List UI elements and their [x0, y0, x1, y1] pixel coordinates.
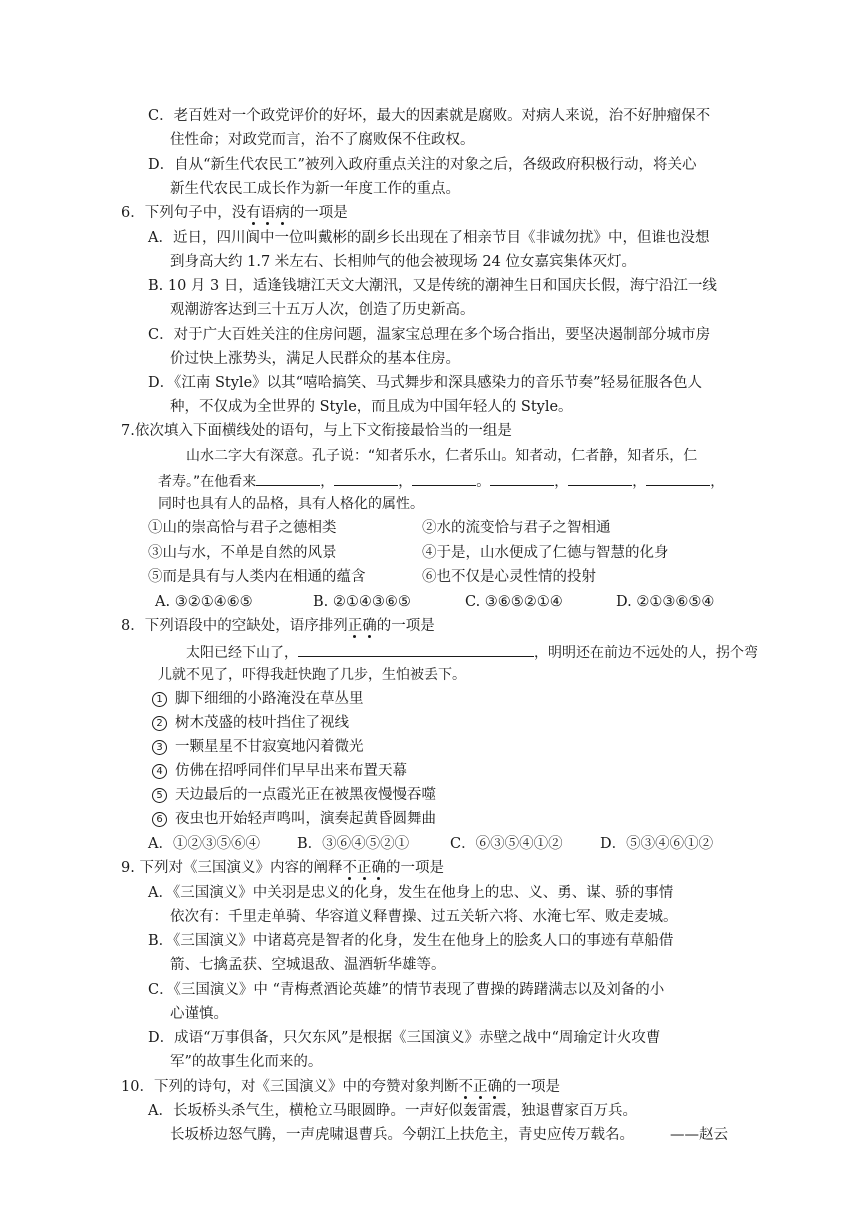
circled-number: 6	[152, 812, 167, 827]
q9-option-c-line2: 心谨慎。	[170, 1006, 228, 1022]
fill-blank	[334, 470, 398, 486]
q8-stem: 8．下列语段中的空缺处，语序排列正确的一项是	[121, 618, 435, 634]
circled-number: 3	[152, 740, 167, 755]
fill-blank	[256, 470, 320, 486]
q9-option-d-line1: D．成语“万事俱备，只欠东风”是根据《三国演义》赤壁之战中“周瑜定计火攻曹	[148, 1030, 661, 1046]
emphasis-char: 确	[487, 1079, 502, 1095]
q7-sentence-6: ⑥也不仅是心灵性情的投射	[422, 569, 596, 585]
q9-stem: 9. 下列对《三国演义》内容的阐释不正确的一项是	[121, 860, 444, 876]
fill-blank	[412, 470, 476, 486]
q6-option-b-line2: 观潮游客达到三十五万人次，创造了历史新高。	[170, 302, 475, 318]
q7-passage-line1: 山水二字大有深意。孔子说：“知者乐水，仁者乐山。知者动，仁者静，知者乐，仁	[186, 448, 698, 464]
fill-blank	[298, 641, 534, 657]
q7-sentence-1: ①山的崇高恰与君子之德相类	[148, 520, 337, 536]
q5-option-d-line1: D．自从“新生代农民工”被列入政府重点关注的对象之后，各级政府积极行动，将关心	[148, 157, 697, 173]
q6-option-c-line2: 价过快上涨势头，满足人民群众的基本住房。	[170, 351, 460, 367]
q9-option-b-line2: 箭、七擒孟获、空城退敌、温酒斩华雄等。	[170, 957, 446, 973]
q8-passage-line1: 太阳已经下山了， ，明明还在前边不远处的人，拐个弯	[186, 641, 758, 663]
q6-option-b-line1: B. 10 月 3 日，适逢钱塘江天文大潮汛，又是传统的潮神生日和国庆长假，海宁沿江一线	[148, 278, 717, 294]
q8-choice-a: A．①②③⑤⑥④	[148, 836, 260, 852]
fill-blank	[490, 470, 554, 486]
q9-option-c-line1: C．《三国演义》中 “青梅煮酒论英雄”的情节表现了曹操的踌躇满志以及刘备的小	[148, 982, 665, 998]
q5-option-d-line2: 新生代农民工成长作为新一年度工作的重点。	[170, 181, 460, 197]
q8-item-1: 1 脚下细细的小路淹没在草丛里	[152, 689, 364, 709]
emphasis-char: 不	[342, 860, 357, 876]
q6-option-a-line1: A．近日，四川阆中一位叫戴彬的副乡长出现在了相亲节目《非诚勿扰》中，但谁也没想	[148, 230, 710, 246]
q7-sentence-5: ⑤而是具有与人类内在相通的蕴含	[148, 569, 366, 585]
fill-blank	[568, 470, 632, 486]
q9-option-d-line2: 军”的故事生化而来的。	[170, 1054, 323, 1070]
q6-stem: 6．下列句子中，没有语病的一项是	[121, 205, 348, 221]
q7-choice-c: C. ③⑥⑤②①④	[465, 594, 563, 610]
q10-option-a-line2: 长坂桥边怒气腾，一声虎啸退曹兵。今朝江上扶危主，青史应传万载名。	[170, 1127, 634, 1143]
circled-number: 1	[152, 692, 167, 707]
q9-option-b-line1: B．《三国演义》中诸葛亮是智者的化身，发生在他身上的脍炙人口的事迹有草船借	[148, 933, 674, 949]
emphasis-char: 不	[458, 1079, 473, 1095]
q8-passage-line2: 儿就不见了，吓得我赶快跑了几步，生怕被丢下。	[158, 667, 466, 683]
emphasis-char: 正	[347, 618, 363, 634]
q10-stem: 10．下列的诗句，对《三国演义》中的夸赞对象判断不正确的一项是	[121, 1079, 560, 1095]
emphasis-char: 确	[371, 860, 386, 876]
emphasis-char: 确	[362, 618, 377, 634]
q8-choice-d: D．⑤③④⑥①②	[600, 836, 714, 852]
q10-attribution: ——赵云	[670, 1127, 728, 1143]
emphasis-char: 正	[356, 860, 372, 876]
fill-blank	[646, 470, 710, 486]
q8-item-2: 2 树木茂盛的枝叶挡住了视线	[152, 713, 349, 733]
emphasis-char: 病	[275, 205, 290, 221]
q7-choice-a: A. ③②①④⑥⑤	[155, 594, 253, 610]
emphasis-char: 正	[472, 1079, 488, 1095]
q6-option-c-line1: C．对于广大百姓关注的住房问题，温家宝总理在多个场合指出，要坚决遏制部分城市房	[148, 327, 711, 343]
q8-choice-c: C．⑥③⑤④①②	[450, 836, 563, 852]
q7-choice-d: D. ②①③⑥⑤④	[616, 594, 715, 610]
q5-option-c-line2: 住性命；对政党而言，治不了腐败保不住政权。	[170, 132, 475, 148]
emphasis-char: 语	[260, 205, 276, 221]
q8-item-3: 3 一颗星星不甘寂寞地闪着微光	[152, 737, 364, 757]
q9-option-a-line2: 依次有：千里走单骑、华容道义释曹操、过五关斩六将、水淹七军、败走麦城。	[170, 909, 678, 925]
q7-choice-b: B. ②①④③⑥⑤	[313, 594, 411, 610]
q7-sentence-4: ④于是，山水便成了仁德与智慧的化身	[422, 545, 669, 561]
q7-passage-line3: 同时也具有人的品格，具有人格化的属性。	[158, 496, 424, 512]
q6-option-a-line2: 到身高大约 1.7 米左右、长相帅气的他会被现场 24 位女嘉宾集体灭灯。	[170, 254, 636, 270]
q9-option-a-line1: A．《三国演义》中关羽是忠义的化身，发生在他身上的忠、义、勇、谋、骄的事情	[148, 885, 674, 901]
q10-option-a-line1: A．长坂桥头杀气生，横枪立马眼圆睁。一声好似轰雷震，独退曹家百万兵。	[148, 1103, 637, 1119]
q7-stem: 7.依次填入下面横线处的语句，与上下文衔接最恰当的一组是	[121, 423, 512, 439]
q7-sentence-3: ③山与水，不单是自然的风景	[148, 545, 337, 561]
q8-choice-b: B．③⑥④⑤②①	[297, 836, 410, 852]
q8-item-6: 6 夜虫也开始轻声鸣叫，演奏起黄昏圆舞曲	[152, 809, 436, 829]
q5-option-c-line1: C．老百姓对一个政党评价的好坏，最大的因素就是腐败。对病人来说，治不好肿瘤保不	[148, 108, 711, 124]
q8-item-5: 5 天边最后的一点霞光正在被黑夜慢慢吞噬	[152, 785, 436, 805]
q7-passage-line2: 者寿。”在他看来 ， ， 。 ， ， ，	[158, 470, 724, 492]
circled-number: 5	[152, 788, 167, 803]
q6-option-d-line2: 种，不仅成为全世界的 Style，而且成为中国年轻人的 Style。	[170, 399, 573, 415]
emphasis-char: 有	[246, 205, 261, 221]
circled-number: 2	[152, 716, 167, 731]
q7-sentence-2: ②水的流变恰与君子之智相通	[422, 520, 611, 536]
circled-number: 4	[152, 764, 167, 779]
q8-item-4: 4 仿佛在招呼同伴们早早出来布置天幕	[152, 761, 407, 781]
q6-option-d-line1: D．《江南 Style》以其“嘻哈搞笑、马式舞步和深具感染力的音乐节奏”轻易征服各色人	[148, 375, 702, 391]
